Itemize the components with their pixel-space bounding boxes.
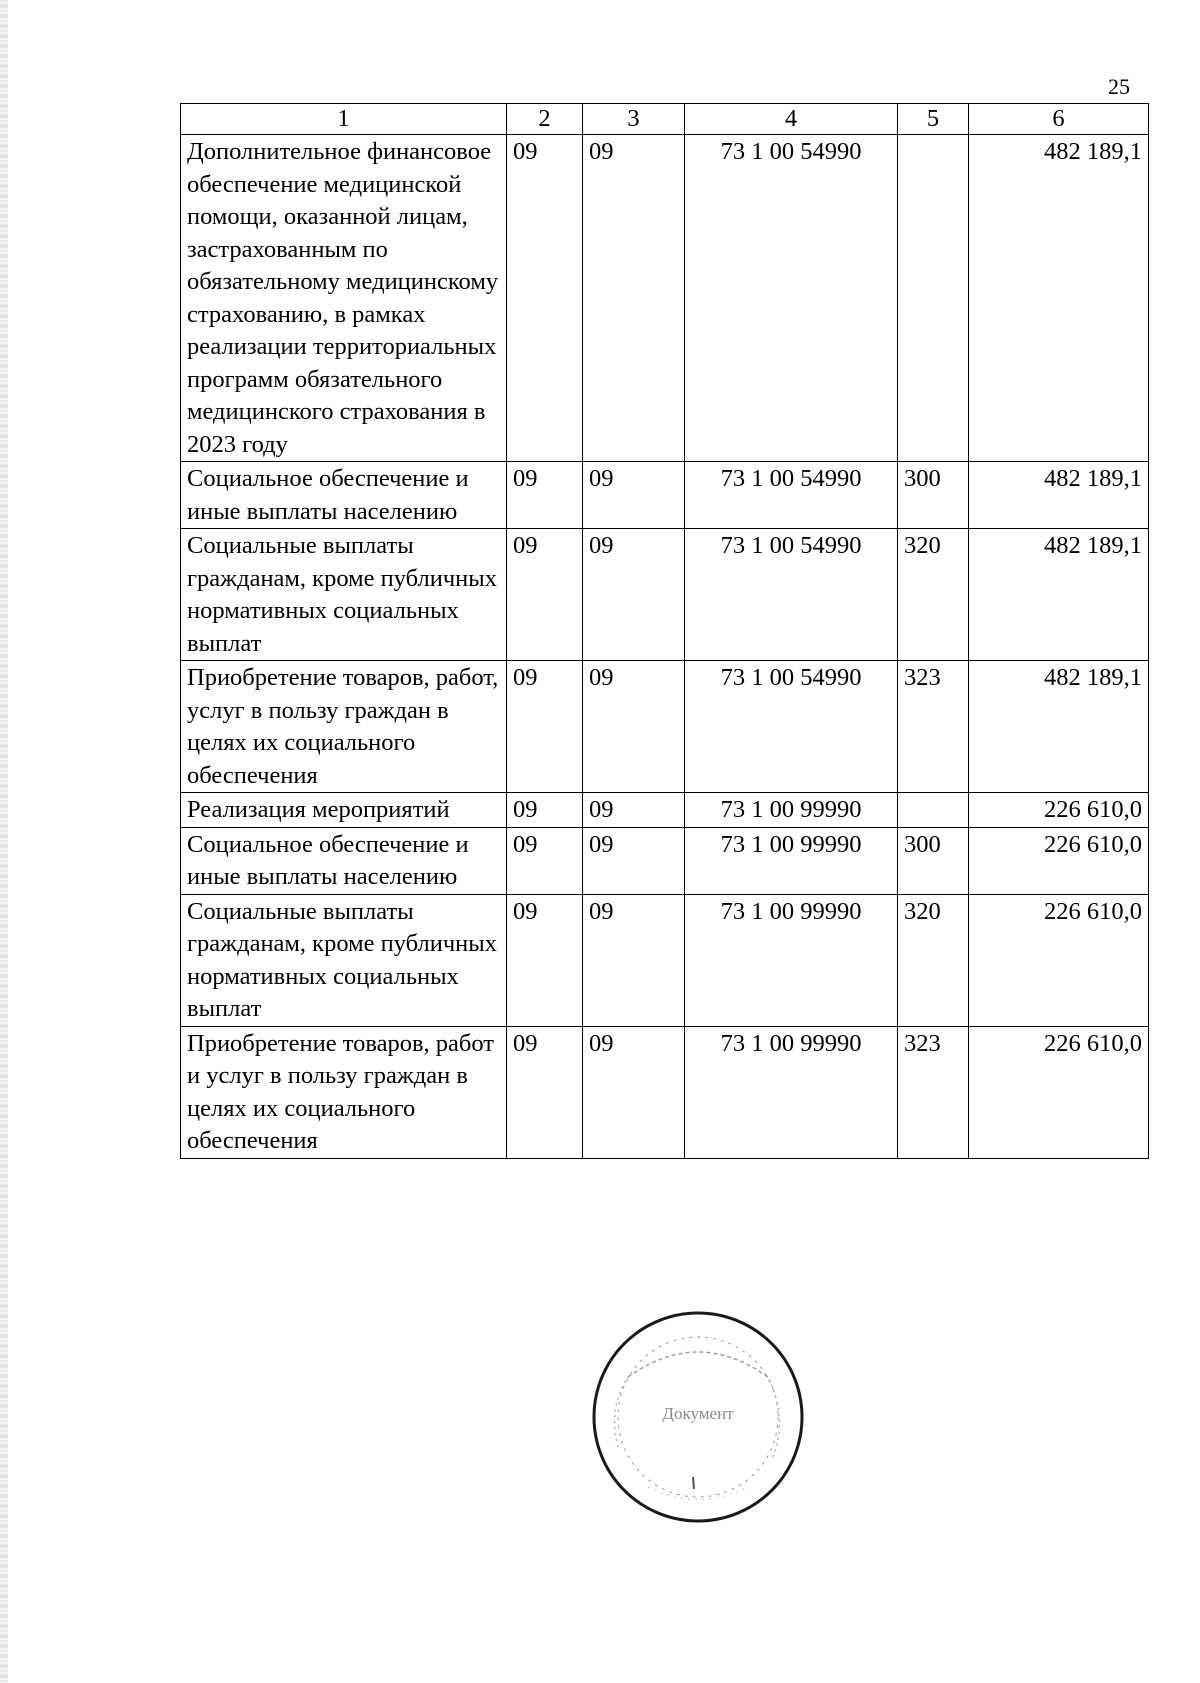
header-col-4: 4	[685, 104, 898, 135]
row-target-article: 73 1 00 54990	[685, 529, 898, 661]
row-name: Приобретение товаров, работ и услуг в пользу граждан в целях их социального обеспечения	[181, 1026, 507, 1158]
row-subsection: 09	[583, 1026, 685, 1158]
row-name: Дополнительное финансовое обеспечение медицинской помощи, оказанной лицам, застрахованным по обязательному медицинскому страхованию, в рамках реализации территориальных программ обязательного медицинского страхования в 2023 году	[181, 135, 507, 462]
row-target-article: 73 1 00 99990	[685, 894, 898, 1026]
row-section: 09	[507, 529, 583, 661]
row-expense-type: 320	[898, 529, 969, 661]
table-row	[181, 793, 1149, 828]
stamp-text: Документ	[662, 1404, 734, 1423]
row-expense-type: 300	[898, 827, 969, 894]
row-amount: 482 189,1	[969, 661, 1149, 793]
row-expense-type: 323	[898, 661, 969, 793]
table-row	[181, 529, 1149, 661]
row-target-article: 73 1 00 99990	[685, 1026, 898, 1158]
row-section: 09	[507, 135, 583, 462]
stamp-seal-icon	[588, 1307, 808, 1527]
row-subsection: 09	[583, 827, 685, 894]
row-expense-type: 320	[898, 894, 969, 1026]
official-stamp	[588, 1307, 808, 1527]
row-section: 09	[507, 661, 583, 793]
row-target-article: 73 1 00 54990	[685, 462, 898, 529]
page-number: 25	[1108, 74, 1130, 99]
table-body	[181, 135, 1149, 1159]
row-name: Социальное обеспечение и иные выплаты населению	[181, 462, 507, 529]
table-header	[181, 104, 1149, 135]
row-subsection: 09	[583, 529, 685, 661]
row-amount: 226 610,0	[969, 827, 1149, 894]
row-subsection: 09	[583, 135, 685, 462]
table-row	[181, 894, 1149, 1026]
table-row	[181, 462, 1149, 529]
row-amount: 482 189,1	[969, 462, 1149, 529]
row-amount: 226 610,0	[969, 894, 1149, 1026]
row-target-article: 73 1 00 54990	[685, 661, 898, 793]
header-col-2: 2	[507, 104, 583, 135]
row-subsection: 09	[583, 661, 685, 793]
row-name: Социальные выплаты гражданам, кроме публичных нормативных социальных выплат	[181, 894, 507, 1026]
budget-table	[180, 103, 1149, 1159]
row-amount: 226 610,0	[969, 1026, 1149, 1158]
row-amount: 482 189,1	[969, 135, 1149, 462]
row-target-article: 73 1 00 99990	[685, 793, 898, 828]
row-expense-type: 300	[898, 462, 969, 529]
row-name: Социальные выплаты гражданам, кроме публичных нормативных социальных выплат	[181, 529, 507, 661]
row-target-article: 73 1 00 54990	[685, 135, 898, 462]
row-subsection: 09	[583, 462, 685, 529]
scan-edge	[0, 0, 8, 1683]
header-col-5: 5	[898, 104, 969, 135]
header-col-1: 1	[181, 104, 507, 135]
row-subsection: 09	[583, 793, 685, 828]
row-expense-type	[898, 793, 969, 828]
row-expense-type	[898, 135, 969, 462]
header-col-3: 3	[583, 104, 685, 135]
row-name: Социальное обеспечение и иные выплаты населению	[181, 827, 507, 894]
table-row	[181, 827, 1149, 894]
row-amount: 226 610,0	[969, 793, 1149, 828]
row-section: 09	[507, 793, 583, 828]
row-section: 09	[507, 1026, 583, 1158]
row-name: Приобретение товаров, работ, услуг в пользу граждан в целях их социального обеспечения	[181, 661, 507, 793]
row-section: 09	[507, 894, 583, 1026]
row-section: 09	[507, 462, 583, 529]
row-subsection: 09	[583, 894, 685, 1026]
row-expense-type: 323	[898, 1026, 969, 1158]
row-section: 09	[507, 827, 583, 894]
table-row	[181, 135, 1149, 462]
table-row	[181, 661, 1149, 793]
row-amount: 482 189,1	[969, 529, 1149, 661]
header-row	[181, 104, 1149, 135]
row-target-article: 73 1 00 99990	[685, 827, 898, 894]
row-name: Реализация мероприятий	[181, 793, 507, 828]
table-row	[181, 1026, 1149, 1158]
header-col-6: 6	[969, 104, 1149, 135]
